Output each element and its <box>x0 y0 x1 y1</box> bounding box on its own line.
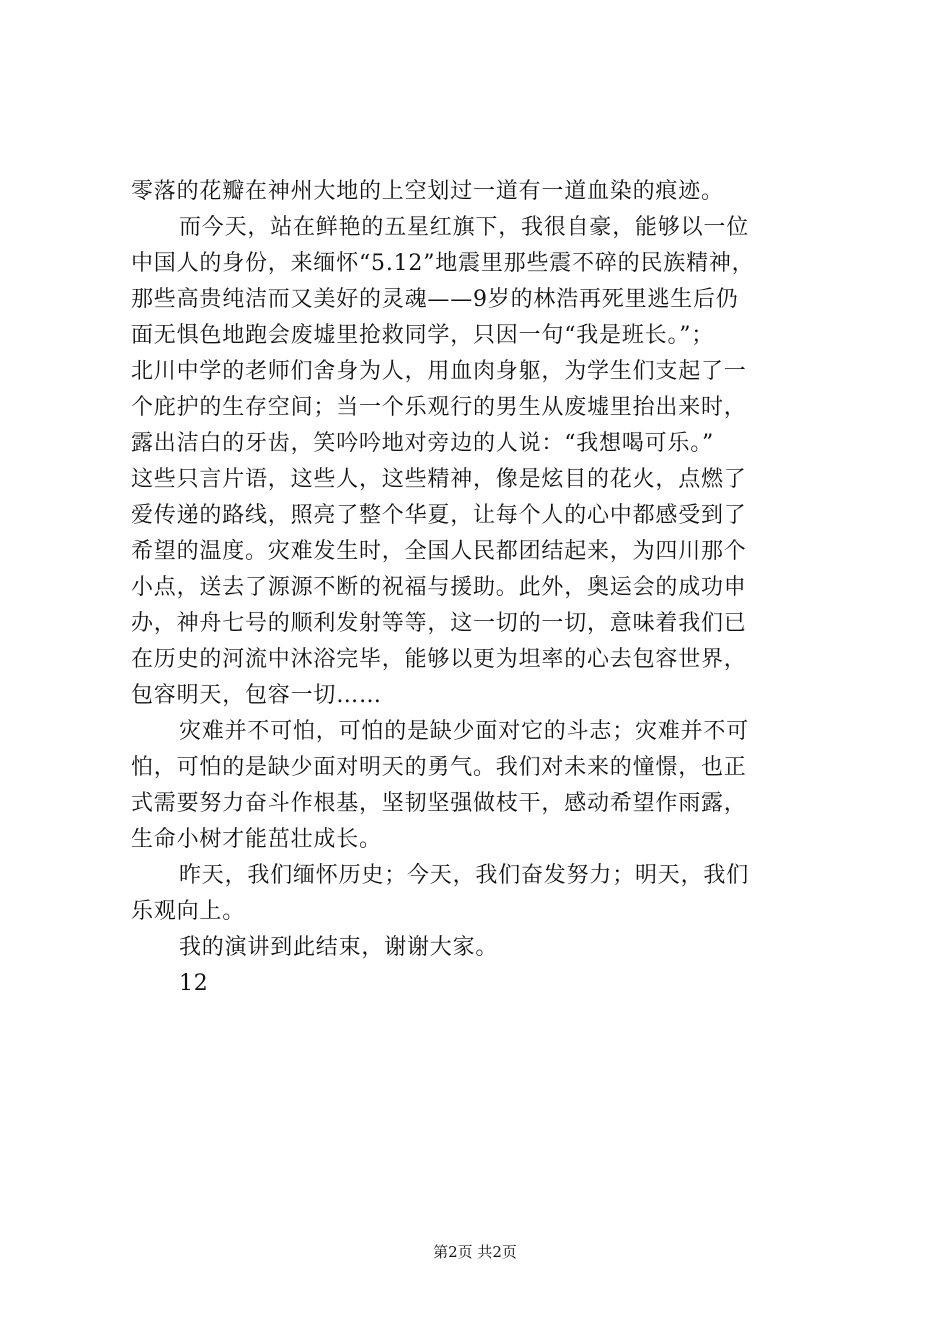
text-line: 露出洁白的牙齿，笑吟吟地对旁边的人说：“我想喝可乐。” <box>131 431 715 456</box>
page-number-label: 第2页 共2页 <box>433 1243 517 1261</box>
text-line: 那些高贵纯洁而又美好的灵魂——9岁的林浩再死里逃生后仍 <box>131 287 739 312</box>
page-footer <box>0 1242 950 1262</box>
text-line: 生命小树才能茁壮成长。 <box>131 827 382 852</box>
text-line: 这些只言片语，这些人，这些精神，像是炫目的花火，点燃了 <box>131 467 747 492</box>
text-line: 办，神舟七号的顺利发射等等，这一切的一切，意味着我们已 <box>131 611 747 636</box>
text-line: 面无惧色地跑会废墟里抢救同学，只因一句“我是班长。”； <box>131 323 715 348</box>
text-line: 灾难并不可怕，可怕的是缺少面对它的斗志；灾难并不可 <box>179 719 750 744</box>
text-line: 式需要努力奋斗作根基，坚韧坚强做枝干，感动希望作雨露， <box>131 791 747 816</box>
text-line: 爱传递的路线，照亮了整个华夏，让每个人的心中都感受到了 <box>131 503 747 528</box>
text-line: 小点，送去了源源不断的祝福与援助。此外，奥运会的成功申 <box>131 575 747 600</box>
text-line: 我的演讲到此结束，谢谢大家。 <box>179 935 499 960</box>
text-line: 怕，可怕的是缺少面对明天的勇气。我们对未来的憧憬，也正 <box>131 755 747 780</box>
text-line: 包容明天，包容一切…… <box>131 683 382 708</box>
text-line: 中国人的身份，来缅怀“5.12”地震里那些震不碎的民族精神， <box>131 251 755 276</box>
text-line: 个庇护的生存空间；当一个乐观行的男生从废墟里抬出来时， <box>131 395 747 420</box>
text-line: 零落的花瓣在神州大地的上空划过一道有一道血染的痕迹。 <box>131 179 724 204</box>
text-line: 北川中学的老师们舍身为人，用血肉身躯，为学生们支起了一 <box>131 359 747 384</box>
speech-body-text <box>131 174 831 1002</box>
text-line: 12 <box>179 971 209 996</box>
text-line: 昨天，我们缅怀历史；今天，我们奋发努力；明天，我们 <box>179 863 750 888</box>
text-line: 乐观向上。 <box>131 899 246 924</box>
text-line: 而今天，站在鲜艳的五星红旗下，我很自豪，能够以一位 <box>179 215 750 240</box>
text-line: 在历史的河流中沐浴完毕，能够以更为坦率的心去包容世界， <box>131 647 747 672</box>
text-line: 希望的温度。灾难发生时，全国人民都团结起来，为四川那个 <box>131 539 747 564</box>
